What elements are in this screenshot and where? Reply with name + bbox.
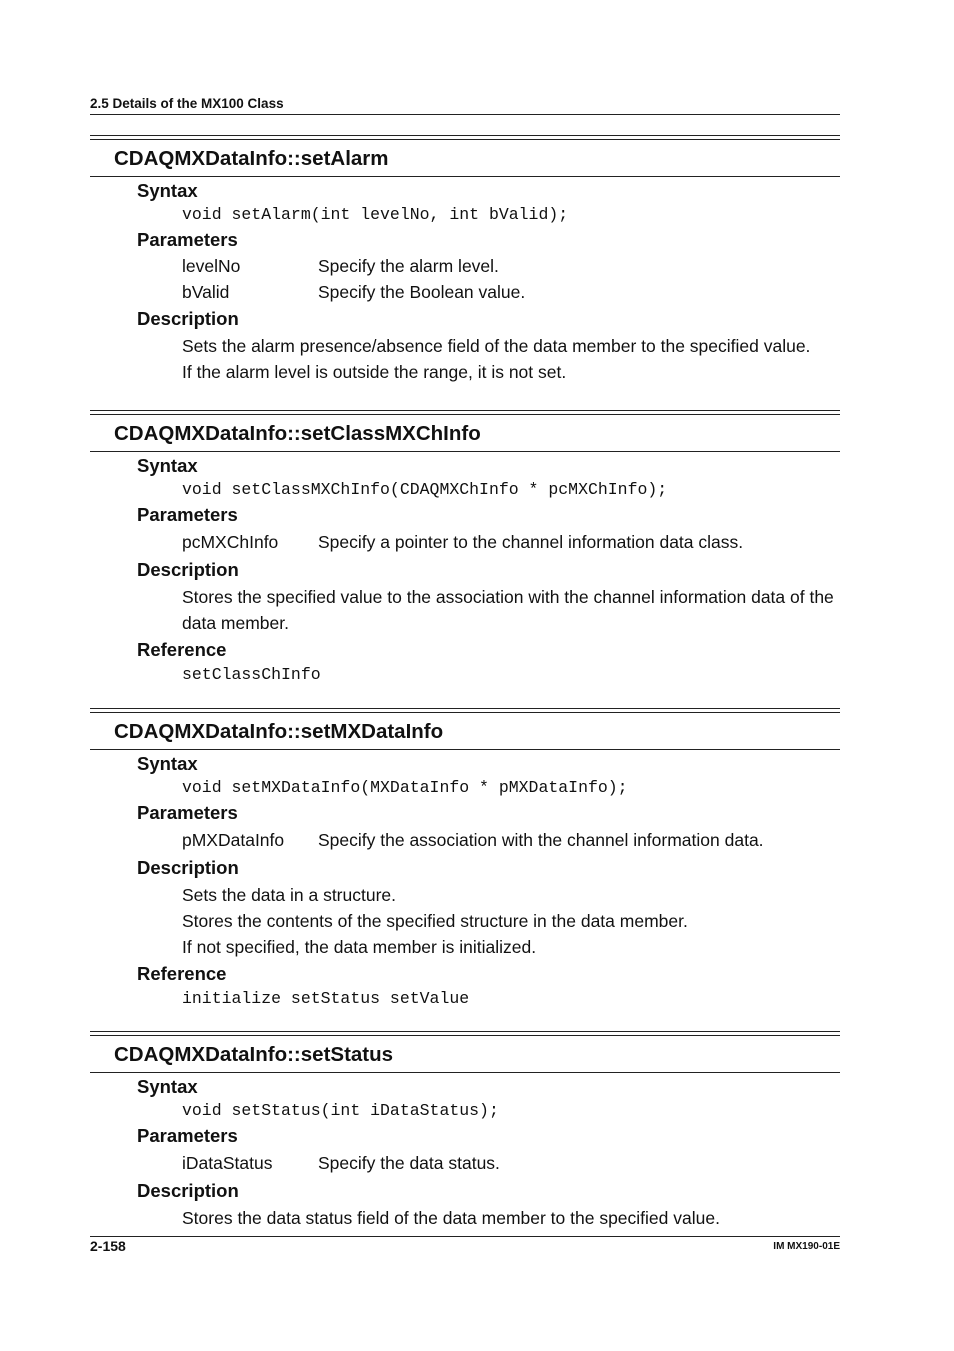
reference-heading: Reference <box>137 963 227 984</box>
section-title: CDAQMXDataInfo::setStatus <box>114 1043 394 1066</box>
description-paragraph: Stores the specified value to the association with the channel information data of the data member. <box>182 587 834 633</box>
parameter-row <box>90 1149 840 1177</box>
syntax-code: void setClassMXChInfo(CDAQMXChInfo * pcMXChInfo); <box>182 480 668 499</box>
parameters-heading: Parameters <box>137 802 238 823</box>
syntax-code: void setMXDataInfo(MXDataInfo * pMXDataInfo); <box>182 778 628 797</box>
description-heading: Description <box>137 308 239 329</box>
description-paragraph: Stores the data status field of the data member to the specified value. <box>182 1208 720 1228</box>
parameter-name: bValid <box>182 282 230 302</box>
description-heading: Description <box>137 559 239 580</box>
section-title: CDAQMXDataInfo::setClassMXChInfo <box>114 422 481 445</box>
footer-rule <box>90 1236 840 1237</box>
description-heading: Description <box>137 857 239 878</box>
section-title: CDAQMXDataInfo::setMXDataInfo <box>114 720 444 743</box>
description-paragraph: If the alarm level is outside the range, it is not set. <box>182 362 567 382</box>
parameter-row <box>90 528 840 556</box>
description-paragraph: Stores the contents of the specified structure in the data member. <box>182 911 688 931</box>
header-rule <box>90 114 840 115</box>
parameter-description: Specify a pointer to the channel information data class. <box>318 532 744 552</box>
section-title: CDAQMXDataInfo::setAlarm <box>114 147 389 170</box>
reference-code: setClassChInfo <box>182 665 321 684</box>
syntax-heading: Syntax <box>137 753 198 774</box>
parameter-description: Specify the alarm level. <box>318 256 499 276</box>
description-paragraph: Sets the alarm presence/absence field of the data member to the specified value. <box>182 336 811 356</box>
parameter-description: Specify the Boolean value. <box>318 282 526 302</box>
section-setclassmxchinfo <box>90 410 840 686</box>
section-rule <box>90 176 840 177</box>
section-setmxdatainfo <box>90 708 840 1010</box>
parameter-row <box>90 279 840 305</box>
parameter-name: pcMXChInfo <box>182 532 279 552</box>
reference-code: initialize setStatus setValue <box>182 989 470 1008</box>
page-number: 2-158 <box>90 1238 126 1254</box>
syntax-heading: Syntax <box>137 455 198 476</box>
parameter-row <box>90 826 840 854</box>
syntax-code: void setAlarm(int levelNo, int bValid); <box>182 205 569 224</box>
parameter-name: iDataStatus <box>182 1153 273 1173</box>
parameter-row <box>90 253 840 279</box>
parameter-description: Specify the association with the channel information data. <box>318 830 764 850</box>
syntax-heading: Syntax <box>137 1076 198 1097</box>
description-paragraph: If not specified, the data member is initialized. <box>182 937 537 957</box>
document-id: IM MX190-01E <box>773 1241 840 1252</box>
parameters-heading: Parameters <box>137 504 238 525</box>
section-setalarm <box>90 135 840 385</box>
section-rule <box>90 749 840 750</box>
parameter-description: Specify the data status. <box>318 1153 500 1173</box>
section-rule <box>90 451 840 452</box>
parameters-heading: Parameters <box>137 229 238 250</box>
parameters-heading: Parameters <box>137 1125 238 1146</box>
description-heading: Description <box>137 1180 239 1201</box>
parameter-name: levelNo <box>182 256 241 276</box>
running-header: 2.5 Details of the MX100 Class <box>90 96 284 111</box>
syntax-code: void setStatus(int iDataStatus); <box>182 1101 499 1120</box>
section-rule <box>90 1072 840 1073</box>
description-paragraph: Sets the data in a structure. <box>182 885 397 905</box>
parameter-name: pMXDataInfo <box>182 830 285 850</box>
reference-heading: Reference <box>137 639 227 660</box>
section-setstatus <box>90 1031 840 1231</box>
syntax-heading: Syntax <box>137 180 198 201</box>
